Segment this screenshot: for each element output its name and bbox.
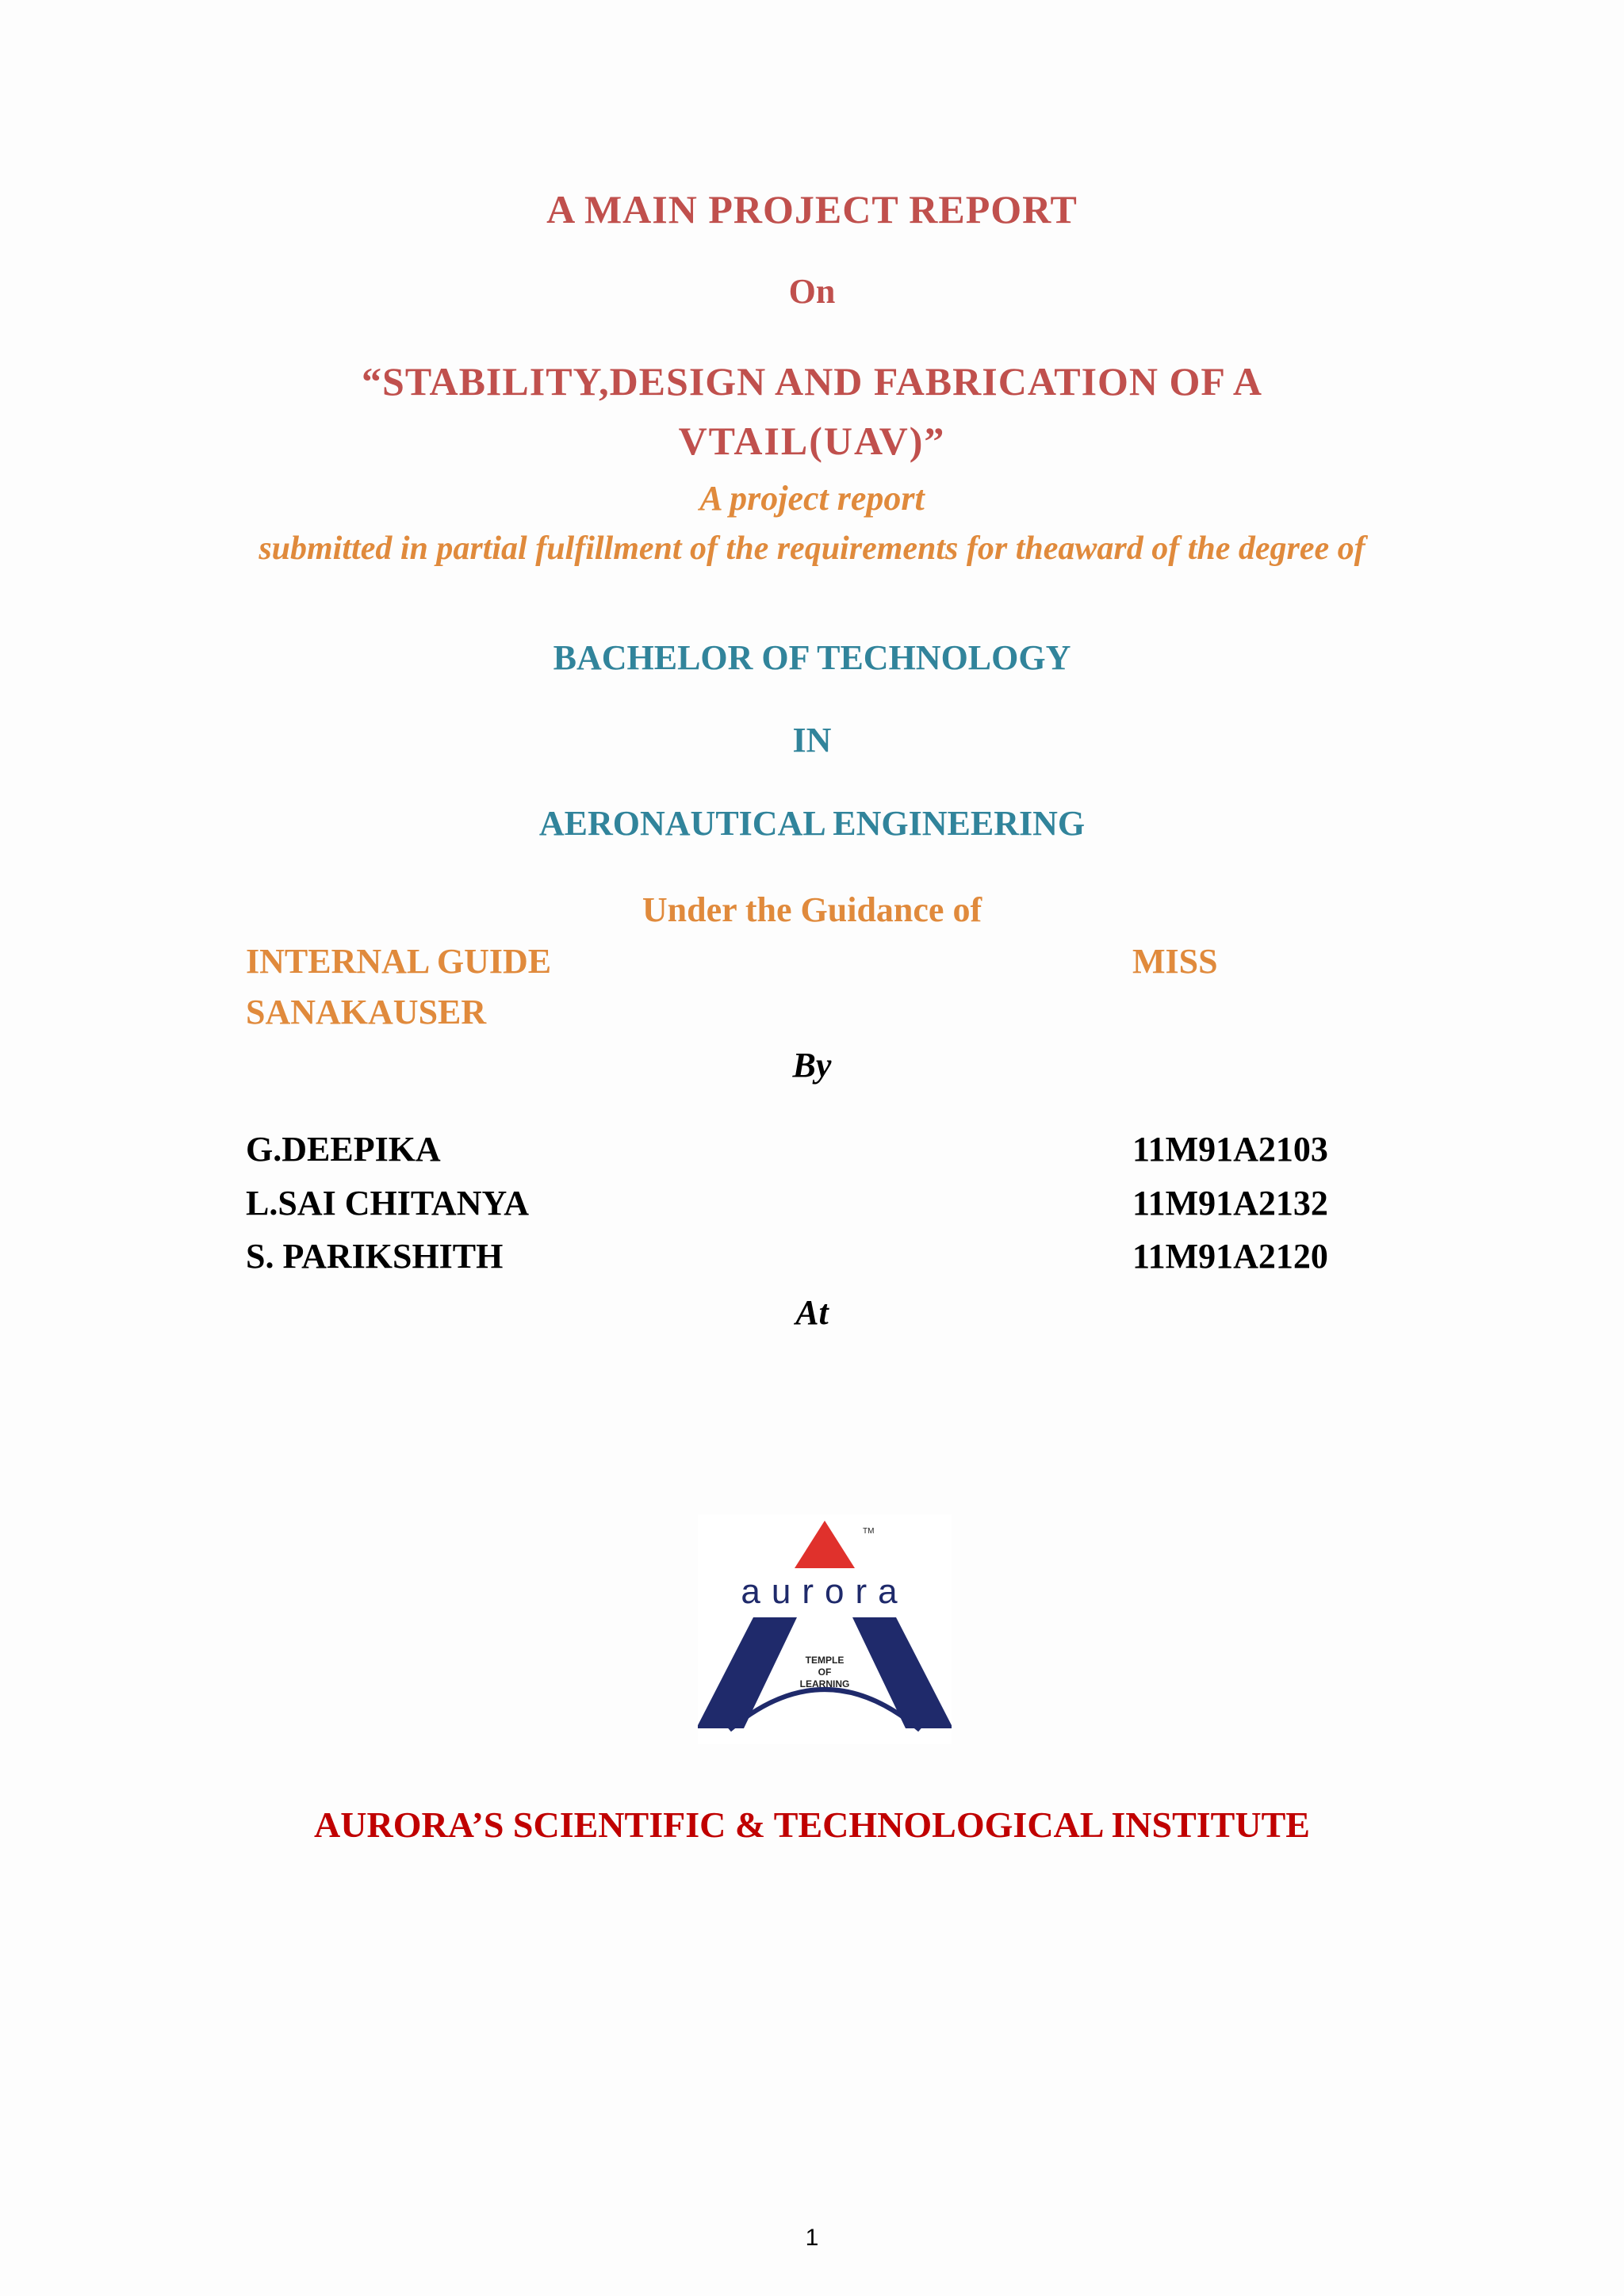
aurora-logo [698, 1514, 952, 1744]
student-roll-number: 11M91A2120 [1132, 1237, 1328, 1276]
guide-title: MISS [1132, 942, 1218, 981]
student-name: L.SAI CHITANYA [246, 1184, 529, 1223]
degree-name: BACHELOR OF TECHNOLOGY [553, 638, 1071, 677]
at-label: At [795, 1293, 829, 1332]
in-label: IN [792, 721, 832, 760]
by-label: By [792, 1046, 832, 1085]
logo-tagline-2: OF [818, 1667, 832, 1678]
branch-name: AERONAUTICAL ENGINEERING [538, 804, 1086, 843]
trademark-mark: TM [863, 1527, 875, 1536]
institute-name: AURORA’S SCIENTIFIC & TECHNOLOGICAL INSTITUTE [314, 1804, 1310, 1845]
guidance-heading: Under the Guidance of [642, 890, 982, 929]
internal-guide-label: INTERNAL GUIDE [246, 942, 552, 981]
logo-tagline-3: LEARNING [799, 1678, 850, 1689]
on-label: On [788, 272, 836, 311]
student-roll-number: 11M91A2103 [1132, 1130, 1328, 1169]
student-name: S. PARIKSHITH [246, 1237, 504, 1276]
project-title-line-1: “STABILITY,DESIGN AND FABRICATION OF A [362, 359, 1262, 404]
page-number: 1 [805, 2225, 819, 2251]
logo-wordmark: aurora [741, 1572, 909, 1611]
submitted-statement: submitted in partial fulfillment of the requirements for theaward of the degree of [259, 530, 1365, 567]
guide-name: SANAKAUSER [246, 993, 487, 1031]
report-kind: A project report [699, 479, 925, 518]
report-title: A MAIN PROJECT REPORT [546, 187, 1078, 232]
logo-tagline-1: TEMPLE [805, 1655, 845, 1666]
student-name: G.DEEPIKA [246, 1130, 441, 1169]
project-title-line-2: VTAIL(UAV)” [678, 419, 946, 463]
student-roll-number: 11M91A2132 [1132, 1184, 1328, 1223]
